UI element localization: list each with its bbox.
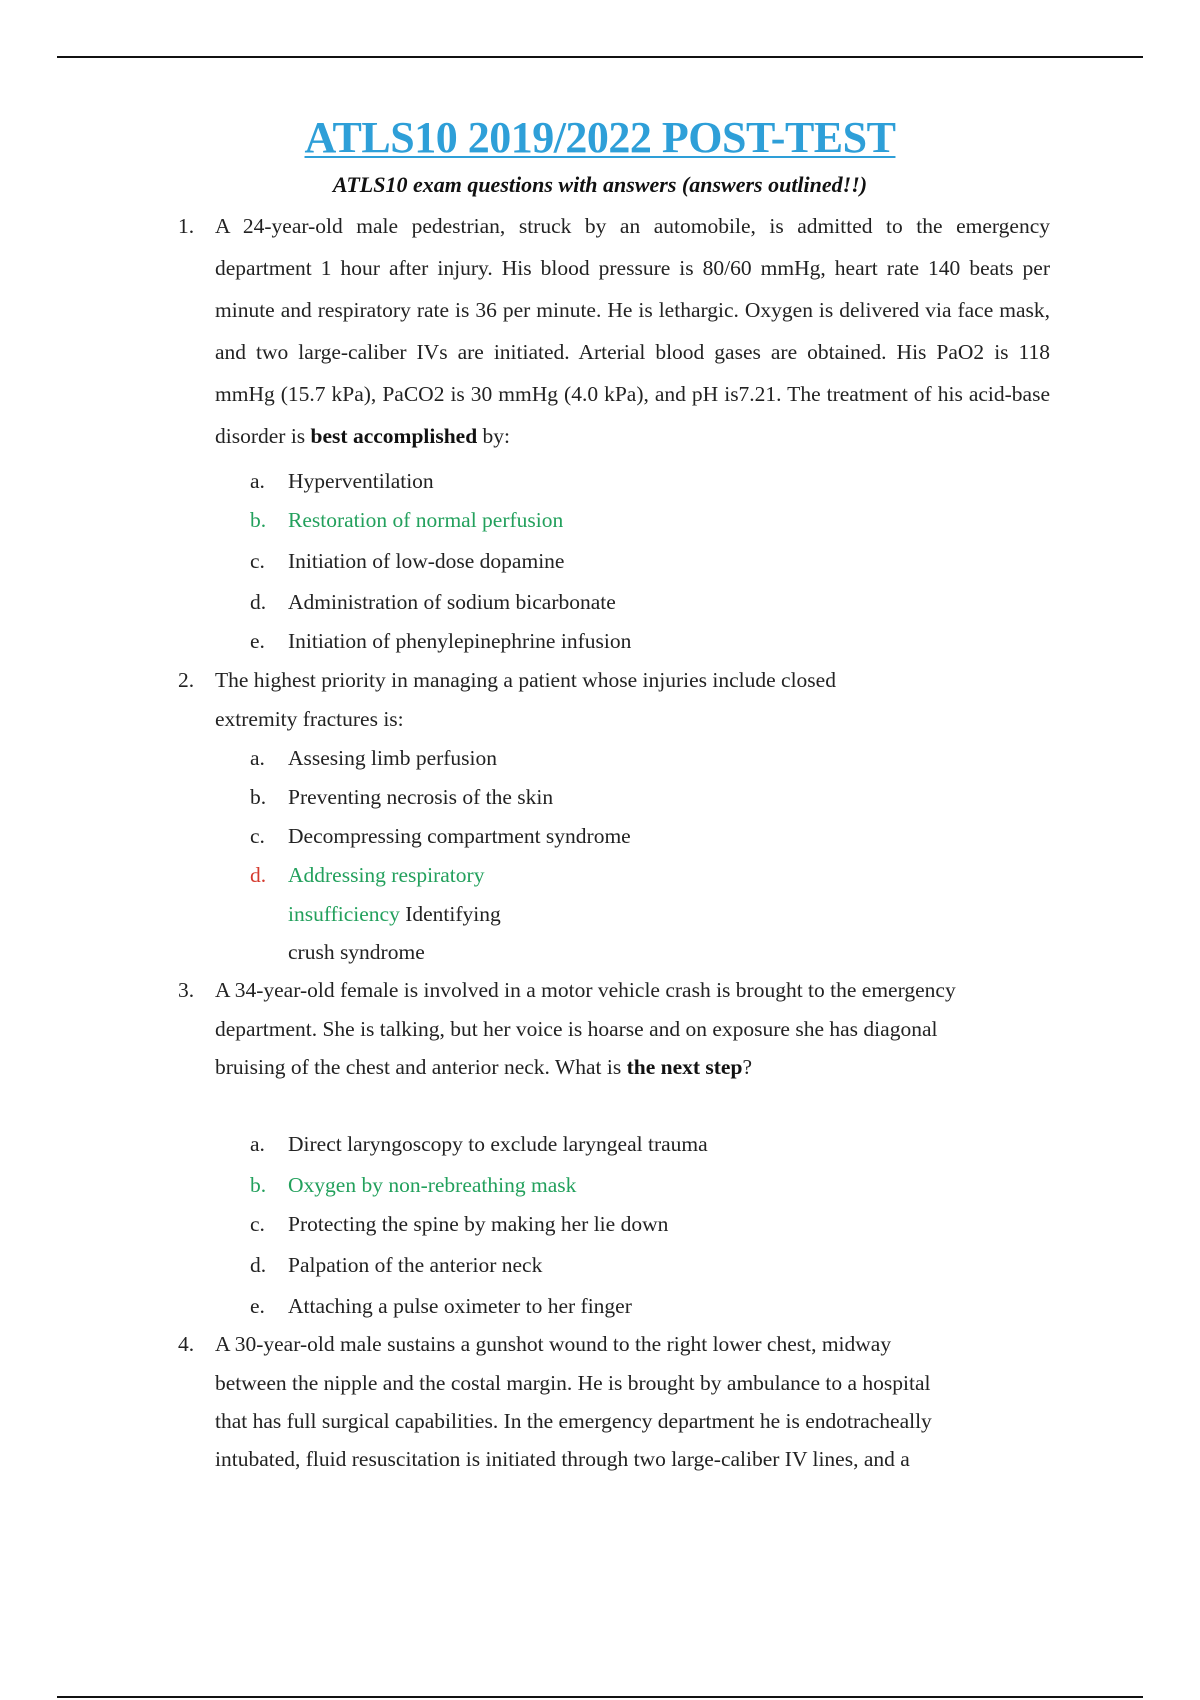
option-2e-continuation: crush syndrome xyxy=(288,940,425,964)
option-2d-continuation: insufficiency Identifying xyxy=(288,902,501,926)
document-title: ATLS10 2019/2022 POST-TEST xyxy=(304,113,896,162)
question-number: 2. xyxy=(178,668,195,692)
question-number: 4. xyxy=(178,1332,195,1356)
question-text: A 24-year-old male pedestrian, struck by an automobile, is admitted to the emergency department 1 hour after injury. His blood pressure is 80/60 mmHg, heart rate 140 beats per minute and respiratory rate is 36 per minute. He is lethargic. Oxygen is delivered via face mask, and two large-caliber IVs are initiated. Arterial blood gases are obtained. His PaO2 is 118 mmHg (15.7 kPa), PaCO2 is 30 mmHg (4.0 kPa), and pH is7.21. The treatment of his acid-base disorder is best accomplished by: xyxy=(215,214,1050,448)
question-4-line-4: intubated, fluid resuscitation is initiated through two large-caliber IV lines, and a xyxy=(215,1447,910,1471)
question-2-line-2: extremity fractures is: xyxy=(215,707,404,731)
top-rule xyxy=(57,56,1143,58)
document-subtitle: ATLS10 exam questions with answers (answers outlined!!) xyxy=(332,172,868,197)
question-3-line-3: bruising of the chest and anterior neck. What is the next step? xyxy=(215,1055,752,1079)
question-3-line-2: department. She is talking, but her voice is hoarse and on exposure she has diagonal xyxy=(215,1017,938,1041)
question-4-line-2: between the nipple and the costal margin. He is brought by ambulance to a hospital xyxy=(215,1371,931,1395)
question-number: 3. xyxy=(178,978,195,1002)
question-4-line-3: that has full surgical capabilities. In the emergency department he is endotracheally xyxy=(215,1409,932,1433)
question-number: 1. xyxy=(178,214,195,238)
bottom-rule xyxy=(57,1696,1143,1698)
